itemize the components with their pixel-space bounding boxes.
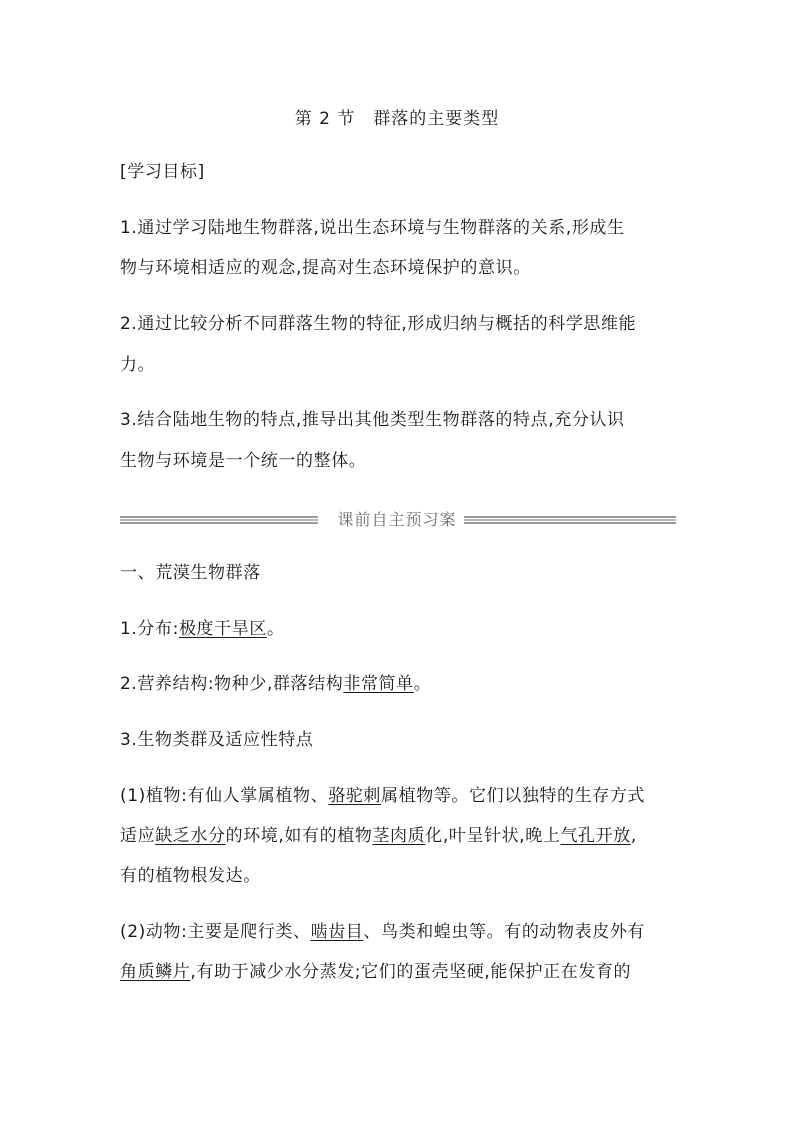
section-heading: 一、荒漠生物群落 <box>120 563 261 583</box>
answer-blank: 骆驼刺 <box>328 786 382 806</box>
answer-blank: 极度干旱区 <box>178 619 267 639</box>
animals-line-2: 角质鳞片,有助于减少水分蒸发;它们的蛋壳坚硬,能保护正在发育的 <box>120 962 632 982</box>
answer-blank: 缺乏水分 <box>155 826 226 846</box>
objective-1-line-2: 物与环境相适应的观念,提高对生态环境保护的意识。 <box>120 258 531 278</box>
objective-2-line-2: 力。 <box>120 355 156 375</box>
animals-line-1: (2)动物:主要是爬行类、啮齿目、鸟类和蝗虫等。有的动物表皮外有 <box>120 922 646 942</box>
answer-blank: 气孔开放 <box>560 826 631 846</box>
divider-bar-right <box>464 516 676 524</box>
objectives-heading: [学习目标] <box>120 162 205 182</box>
page-title <box>0 104 794 129</box>
section-title: 群落的主要类型 <box>373 109 500 129</box>
objective-3-line-2: 生物与环境是一个统一的整体。 <box>120 451 367 471</box>
distribution-line: 1.分布:极度干旱区。 <box>120 619 285 639</box>
divider-label: 课前自主预习案 <box>337 510 457 529</box>
plants-line-1: (1)植物:有仙人掌属植物、骆驼刺属植物等。它们以独特的生存方式 <box>120 786 646 806</box>
answer-blank: 非常简单 <box>343 674 414 694</box>
answer-blank: 角质鳞片 <box>120 962 191 982</box>
answer-blank: 啮齿目 <box>310 922 364 942</box>
answer-blank: 茎肉质 <box>372 826 426 846</box>
section-number: 第 2 节 <box>294 109 356 129</box>
divider-bar-left <box>120 516 318 524</box>
objective-2-line-1: 2.通过比较分析不同群落生物的特征,形成归纳与概括的科学思维能 <box>120 314 637 334</box>
plants-line-3: 有的植物根发达。 <box>120 866 261 886</box>
structure-line: 2.营养结构:物种少,群落结构非常简单。 <box>120 674 432 694</box>
objective-1-line-1: 1.通过学习陆地生物群落,说出生态环境与生物群落的关系,形成生 <box>120 218 625 238</box>
objective-3-line-1: 3.结合陆地生物的特点,推导出其他类型生物群落的特点,充分认识 <box>120 410 625 430</box>
section-divider <box>120 508 676 532</box>
plants-line-2: 适应缺乏水分的环境,如有的植物茎肉质化,叶呈针状,晚上气孔开放, <box>120 826 637 846</box>
adaptation-heading: 3.生物类群及适应性特点 <box>120 730 314 750</box>
